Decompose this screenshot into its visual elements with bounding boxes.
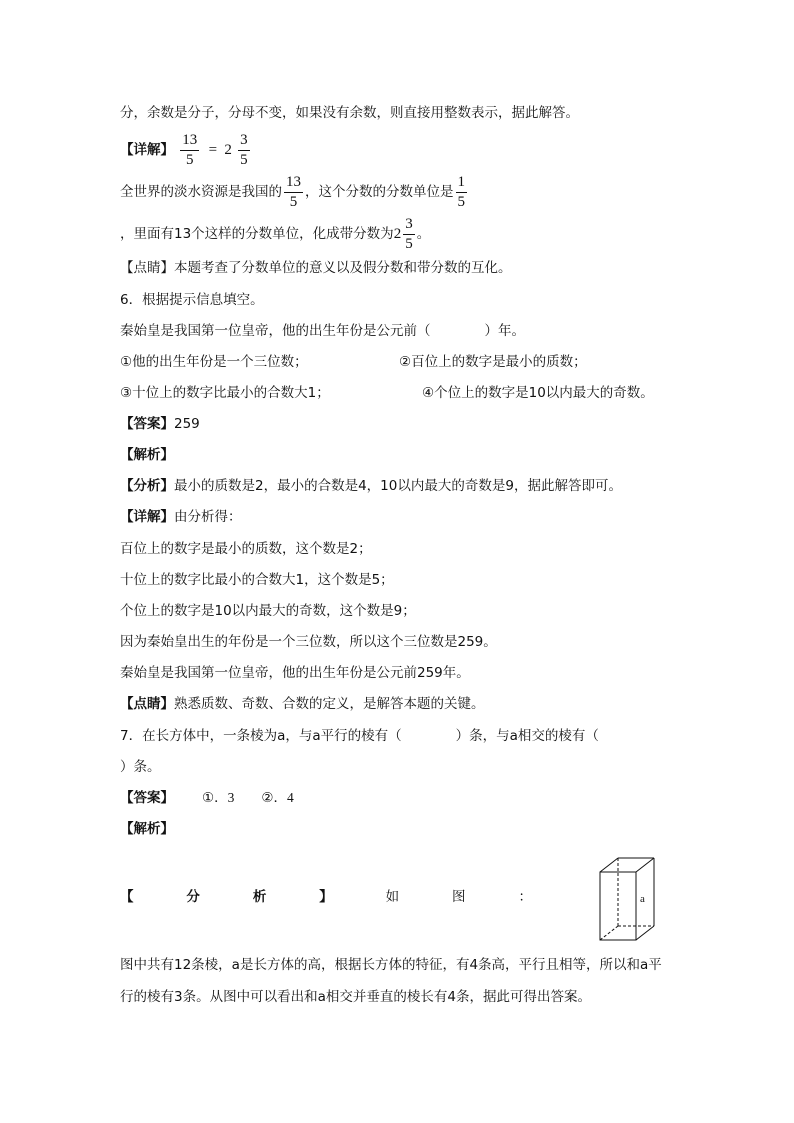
q6-detail-label: 【详解】 [120, 509, 174, 525]
q5-s1-unit-fraction [456, 173, 468, 212]
q7-title-cont: ）条。 [120, 759, 161, 775]
q6-hint-1: ①他的出生年份是一个三位数； [120, 354, 308, 370]
q6-hint-3: ③十位上的数字比最小的合数大1； [120, 385, 330, 401]
q7-explain-2: 行的棱有3条。从图中可以看出和a相交并垂直的棱长有4条，据此可得出答案。 [120, 989, 591, 1005]
q6-title: 6．根据提示信息填空。 [120, 292, 264, 308]
q5-s2-pre: ，里面有13个这样的分数单位，化成带分数为 [120, 226, 394, 242]
q5-eq-whole: 2 [224, 142, 232, 158]
q6-detail-5: 秦始皇是我国第一位皇帝，他的出生年份是公元前259年。 [120, 665, 470, 681]
q7-explain-1: 图中共有12条棱，a是长方体的高，根据长方体的特征，有4条高，平行且相等，所以和a平 [120, 957, 662, 973]
q6-detail-4: 因为秦始皇出生的年份是一个三位数，所以这个三位数是259。 [120, 634, 497, 650]
q7-title: 7．在长方体中，一条棱为a，与a平行的棱有（ ）条，与a相交的棱有（ [120, 728, 599, 744]
q5-s1-mid: ，这个分数的分数单位是 [305, 184, 454, 200]
q5-improper-fraction [180, 131, 199, 170]
q7-fenxi-char-2: 分 [186, 889, 200, 905]
cuboid-figure [596, 854, 658, 944]
cuboid-edge-label: a [640, 893, 645, 905]
q7-fenxi-spread [120, 888, 532, 906]
q5-mixed-fraction [238, 131, 250, 170]
q5-sentence-1 [120, 172, 469, 212]
q5-point [120, 259, 512, 277]
line-1: 分，余数是分子，分母不变，如果没有余数，则直接用整数表示，据此解答。 [120, 105, 579, 121]
q6-point [120, 695, 485, 713]
q6-detail [120, 508, 242, 526]
q7-fenxi-char-1: 【 [120, 889, 134, 905]
q6-detail-text: 由分析得： [174, 509, 242, 525]
q5-s1-fraction [284, 173, 303, 212]
q6-answer-label: 【答案】 [120, 416, 174, 432]
q5-s2-whole: 2 [393, 226, 402, 242]
q5-s2-den: 5 [405, 235, 413, 252]
q7-analysis-label: 【解析】 [120, 821, 174, 837]
q6-fenxi-label: 【分析】 [120, 478, 174, 494]
q5-eq-fnum: 3 [238, 131, 250, 151]
q5-s1-uden: 5 [457, 193, 465, 210]
q7-answer [120, 789, 294, 807]
q5-detail-label: 【详解】 [120, 142, 174, 158]
q6-hint-2: ②百位上的数字是最小的质数； [399, 354, 587, 370]
q6-hint-4: ④个位上的数字是10以内最大的奇数。 [422, 385, 654, 401]
q6-answer [120, 415, 200, 433]
q7-fenxi-char-4: 】 [319, 889, 333, 905]
q5-eq-fden: 5 [240, 151, 248, 168]
q5-eq-den: 5 [186, 151, 194, 168]
q6-point-label: 【点睛】 [120, 696, 174, 712]
q5-eq-num: 13 [180, 131, 199, 151]
q5-s2-num: 3 [403, 215, 415, 235]
q5-s2-fraction [403, 215, 415, 254]
q7-answer-value: ①．3 ②．4 [202, 790, 294, 805]
q6-point-text: 熟悉质数、奇数、合数的定义，是解答本题的关键。 [174, 696, 485, 712]
q6-detail-3: 个位上的数字是10以内最大的奇数，这个数是9； [120, 603, 416, 619]
q5-s1-den: 5 [289, 193, 298, 210]
q5-s1-pre: 全世界的淡水资源是我国的 [120, 184, 282, 200]
q6-detail-2: 十位上的数字比最小的合数大1，这个数是5； [120, 572, 394, 588]
q6-question: 秦始皇是我国第一位皇帝，他的出生年份是公元前（ ）年。 [120, 323, 525, 339]
q7-fenxi-char-7: ： [518, 889, 532, 905]
q5-eq-sign: = [208, 142, 218, 158]
q6-fenxi-text: 最小的质数是2，最小的合数是4，10以内最大的奇数是9，据此解答即可。 [174, 478, 622, 494]
q5-s1-num: 13 [284, 173, 303, 193]
q6-fenxi [120, 477, 622, 495]
q7-answer-label: 【答案】 [120, 790, 174, 806]
q6-detail-1: 百位上的数字是最小的质数，这个数是2； [120, 541, 372, 557]
q6-answer-value: 259 [174, 416, 200, 432]
q7-fenxi-char-3: 析 [252, 889, 267, 905]
q7-fenxi-char-5: 如 [385, 889, 400, 905]
q6-analysis-label: 【解析】 [120, 447, 174, 463]
q5-sentence-2 [120, 214, 430, 254]
q5-s2-end: 。 [416, 226, 431, 242]
q5-s1-unum: 1 [456, 173, 468, 193]
q7-fenxi-char-6: 图 [452, 889, 466, 905]
q5-detail-row [120, 130, 252, 170]
q5-point-text: 【点睛】本题考查了分数单位的意义以及假分数和带分数的互化。 [120, 260, 512, 276]
